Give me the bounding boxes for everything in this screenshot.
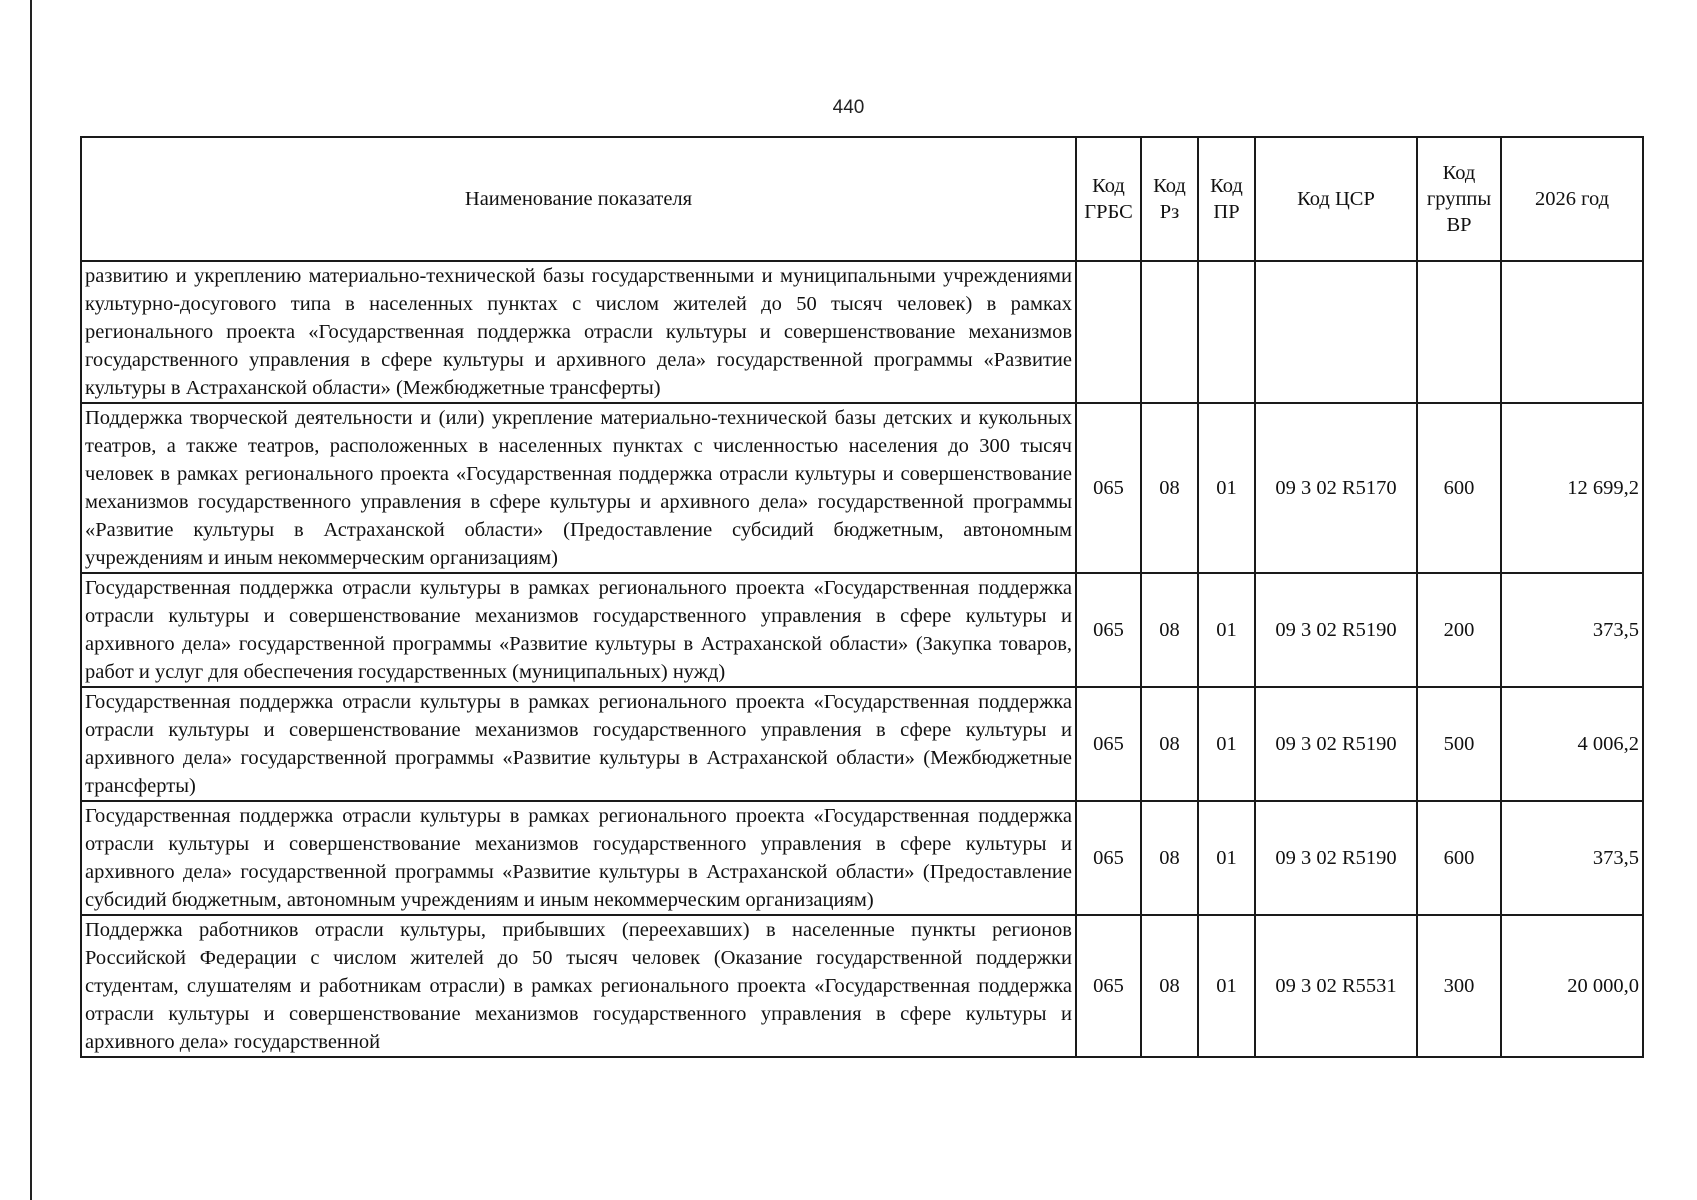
row-amount: 12 699,2 — [1501, 403, 1643, 573]
table-row — [81, 687, 1643, 801]
row-csr: 09 3 02 R5190 — [1255, 687, 1417, 801]
header-csr: Код ЦСР — [1255, 137, 1417, 261]
row-name: Государственная поддержка отрасли культуры в рамках регионального проекта «Государственная поддержка отрасли культуры и совершенствование механизмов государственного управления в сфере культуры и архивного дела» государственной программы «Развитие культуры в Астраханской области» (Предоставление субсидий бюджетным, автономным учреждениям и иным некоммерческим организациям) — [81, 801, 1076, 915]
table-row — [81, 801, 1643, 915]
row-rz: 08 — [1141, 801, 1198, 915]
row-vr: 600 — [1417, 403, 1501, 573]
header-grbs: Код ГРБС — [1076, 137, 1141, 261]
row-name: Поддержка творческой деятельности и (или) укрепление материально-технической базы детских и кукольных театров, а также театров, расположенных в населенных пунктах с численностью населения до 300 тысяч человек в рамках регионального проекта «Государственная поддержка отрасли культуры и совершенствование механизмов государственного управления в сфере культуры и архивного дела» государственной программы «Развитие культуры в Астраханской области» (Предоставление субсидий бюджетным, автономным учреждениям и иным некоммерческим организациям) — [81, 403, 1076, 573]
row-grbs: 065 — [1076, 915, 1141, 1057]
row-amount — [1501, 261, 1643, 403]
table-row — [81, 261, 1643, 403]
header-name: Наименование показателя — [81, 137, 1076, 261]
row-csr: 09 3 02 R5190 — [1255, 573, 1417, 687]
row-amount: 4 006,2 — [1501, 687, 1643, 801]
row-vr: 200 — [1417, 573, 1501, 687]
row-pr: 01 — [1198, 687, 1255, 801]
row-rz: 08 — [1141, 687, 1198, 801]
table-row — [81, 915, 1643, 1057]
row-amount: 373,5 — [1501, 801, 1643, 915]
row-name: Государственная поддержка отрасли культуры в рамках регионального проекта «Государственная поддержка отрасли культуры и совершенствование механизмов государственного управления в сфере культуры и архивного дела» государственной программы «Развитие культуры в Астраханской области» (Закупка товаров, работ и услуг для обеспечения государственных (муниципальных) нужд) — [81, 573, 1076, 687]
row-name: Поддержка работников отрасли культуры, прибывших (переехавших) в населенные пункты регионов Российской Федерации с числом жителей до 50 тысяч человек (Оказание государственной поддержки студентам, слушателям и работникам отрасли) в рамках регионального проекта «Государственная поддержка отрасли культуры и совершенствование механизмов государственного управления в сфере культуры и архивного дела» государственной — [81, 915, 1076, 1057]
row-vr: 600 — [1417, 801, 1501, 915]
header-pr: Код ПР — [1198, 137, 1255, 261]
row-grbs: 065 — [1076, 573, 1141, 687]
row-vr — [1417, 261, 1501, 403]
row-grbs: 065 — [1076, 403, 1141, 573]
page-number: 440 — [832, 97, 865, 118]
left-margin-line — [30, 0, 32, 1200]
row-amount: 373,5 — [1501, 573, 1643, 687]
table-row — [81, 573, 1643, 687]
row-vr: 300 — [1417, 915, 1501, 1057]
table-header-row — [81, 137, 1643, 261]
row-pr: 01 — [1198, 573, 1255, 687]
row-grbs — [1076, 261, 1141, 403]
row-rz: 08 — [1141, 403, 1198, 573]
row-rz: 08 — [1141, 915, 1198, 1057]
row-rz: 08 — [1141, 573, 1198, 687]
row-name: развитию и укреплению материально-технической базы государственными и муниципальными учреждениями культурно-досугового типа в населенных пунктах с числом жителей до 50 тысяч человек) в рамках регионального проекта «Государственная поддержка отрасли культуры и совершенствование механизмов государственного управления в сфере культуры и архивного дела» государственной программы «Развитие культуры в Астраханской области» (Межбюджетные трансферты) — [81, 261, 1076, 403]
row-rz — [1141, 261, 1198, 403]
row-pr — [1198, 261, 1255, 403]
row-pr: 01 — [1198, 403, 1255, 573]
row-csr: 09 3 02 R5190 — [1255, 801, 1417, 915]
row-grbs: 065 — [1076, 801, 1141, 915]
row-pr: 01 — [1198, 915, 1255, 1057]
header-rz: Код Рз — [1141, 137, 1198, 261]
row-vr: 500 — [1417, 687, 1501, 801]
row-pr: 01 — [1198, 801, 1255, 915]
row-csr: 09 3 02 R5170 — [1255, 403, 1417, 573]
header-vr: Код группы ВР — [1417, 137, 1501, 261]
table-row — [81, 403, 1643, 573]
budget-table — [80, 136, 1644, 1058]
row-csr: 09 3 02 R5531 — [1255, 915, 1417, 1057]
row-name: Государственная поддержка отрасли культуры в рамках регионального проекта «Государственная поддержка отрасли культуры и совершенствование механизмов государственного управления в сфере культуры и архивного дела» государственной программы «Развитие культуры в Астраханской области» (Межбюджетные трансферты) — [81, 687, 1076, 801]
row-amount: 20 000,0 — [1501, 915, 1643, 1057]
header-year: 2026 год — [1501, 137, 1643, 261]
row-grbs: 065 — [1076, 687, 1141, 801]
row-csr — [1255, 261, 1417, 403]
